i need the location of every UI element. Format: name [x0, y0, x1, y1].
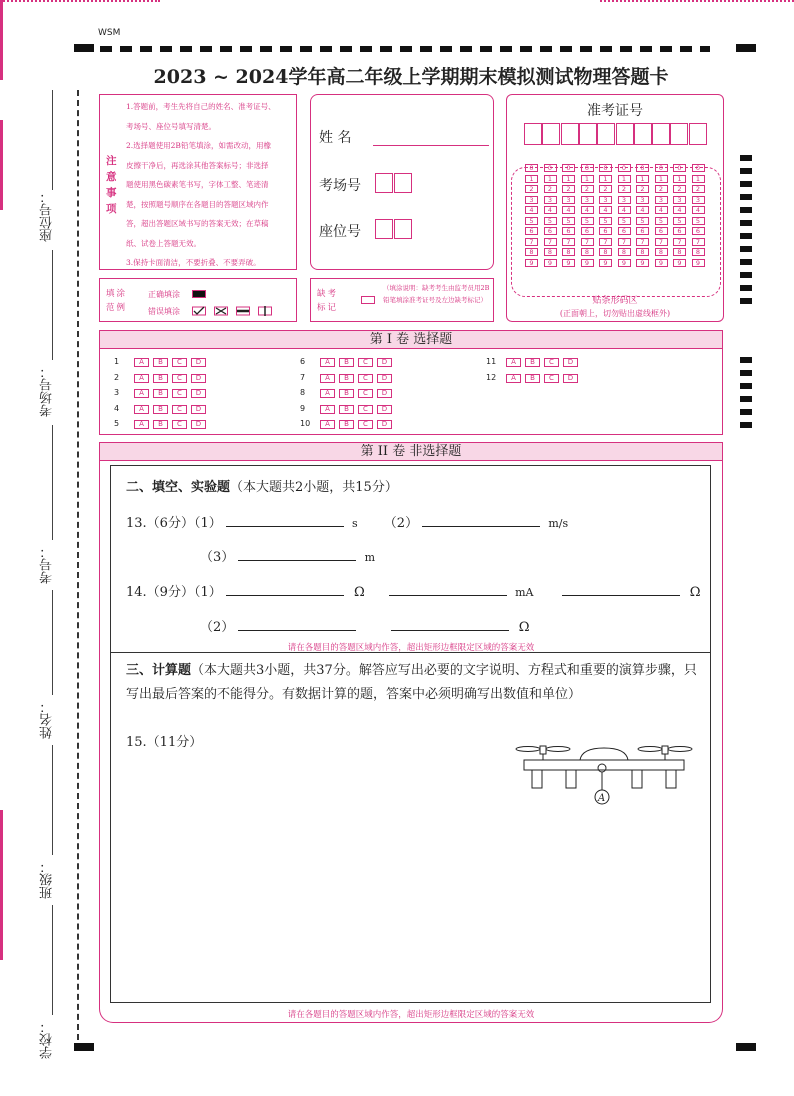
- admission-bubble[interactable]: 9: [599, 259, 612, 267]
- mc-question-number: 3: [114, 388, 120, 397]
- mc-option-bubble[interactable]: B: [339, 389, 354, 398]
- admission-bubble[interactable]: 3: [581, 196, 594, 204]
- admission-bubble[interactable]: 2: [581, 185, 594, 193]
- sidebar-room-label: 考场号：: [40, 365, 55, 417]
- admission-bubble[interactable]: 2: [692, 185, 705, 193]
- mc-question-number: 7: [300, 372, 306, 382]
- mc-option-bubble[interactable]: C: [172, 358, 187, 367]
- mc-option-bubble[interactable]: A: [320, 374, 335, 383]
- fill-example-box: [99, 278, 297, 322]
- diagram-label: A: [598, 793, 606, 804]
- admission-bubble[interactable]: 6: [636, 227, 649, 235]
- top-right-dots: [600, 0, 794, 2]
- q13-part2-label: （2）: [383, 516, 419, 531]
- admission-bubble-grid[interactable]: [525, 155, 710, 267]
- mc-option-bubble[interactable]: A: [320, 405, 335, 414]
- admission-bubble[interactable]: 8: [544, 248, 557, 256]
- admission-bubble[interactable]: 3: [562, 196, 575, 204]
- admission-digit-box[interactable]: [561, 123, 579, 145]
- room-label: 考场号: [319, 178, 361, 194]
- q14-blank-3[interactable]: [562, 582, 680, 596]
- notice-line: 2.选择题使用2B铅笔填涂，如需改动，用橡: [126, 141, 271, 150]
- sidebar-seat-label: 座位号：: [40, 190, 55, 242]
- barcode-label: 贴条形码区: [592, 296, 638, 306]
- admission-bubble[interactable]: 5: [562, 217, 575, 225]
- q13-unit-3: m: [364, 551, 375, 564]
- admission-bubble[interactable]: 4: [692, 206, 705, 214]
- wrong-fill-label: 错误填涂: [148, 307, 180, 316]
- admission-bubble[interactable]: 8: [692, 248, 705, 256]
- q13-row1: [126, 512, 568, 531]
- mc-option-bubble[interactable]: B: [525, 358, 540, 367]
- seat-label: 座位号: [319, 224, 361, 240]
- q13-blank-1[interactable]: [226, 513, 344, 527]
- admission-bubble[interactable]: 5: [618, 217, 631, 225]
- sidebar-rule: [52, 425, 53, 540]
- admission-bubble[interactable]: 7: [544, 238, 557, 246]
- mc-question-row: [486, 373, 582, 383]
- admission-digit-box[interactable]: [652, 123, 670, 145]
- corner-mark-tl: [74, 44, 94, 52]
- admission-digit-box[interactable]: [634, 123, 652, 145]
- mc-question-number: 9: [300, 403, 306, 413]
- student-info-box: [310, 94, 494, 270]
- binding-line: [77, 90, 79, 1040]
- admission-bubble[interactable]: 6: [655, 227, 668, 235]
- mc-option-bubble[interactable]: A: [506, 374, 521, 383]
- sidebar-rule: [52, 90, 53, 190]
- sidebar-rule: [52, 745, 53, 855]
- section1-header: 第 I 卷 选择题: [99, 330, 723, 349]
- mc-option-bubble[interactable]: A: [134, 420, 149, 429]
- mc-option-bubble[interactable]: B: [339, 420, 354, 429]
- admission-bubble[interactable]: 6: [562, 227, 575, 235]
- mc-question-row: [114, 357, 210, 367]
- part2-instructions: （本大题共3小题，共37分。解答应写出必要的文字说明、方程式和重要的演算步骤，只写出最后答案的不能得分。有数据计算的题，答案中必须明确写出数值和单位）: [126, 663, 697, 702]
- mc-option-bubble[interactable]: C: [358, 389, 373, 398]
- admission-bubble[interactable]: 0: [636, 164, 649, 172]
- mc-question-row: [300, 373, 396, 383]
- admission-bubble[interactable]: 3: [599, 196, 612, 204]
- mc-option-bubble[interactable]: B: [153, 389, 168, 398]
- admission-bubble[interactable]: 0: [544, 164, 557, 172]
- admission-bubble[interactable]: 1: [692, 175, 705, 183]
- admission-bubble[interactable]: 3: [636, 196, 649, 204]
- answer-area-warning-bottom: 请在各题目的答题区域内作答，超出矩形边框限定区域的答案无效: [287, 1010, 535, 1020]
- admission-bubble[interactable]: 5: [581, 217, 594, 225]
- sheet-code: WSM: [98, 28, 121, 38]
- admission-bubble[interactable]: 7: [562, 238, 575, 246]
- mc-option-bubble[interactable]: D: [563, 374, 578, 383]
- admission-bubble[interactable]: 0: [581, 164, 594, 172]
- sidebar-rule: [52, 250, 53, 360]
- q14-blank-2[interactable]: [389, 582, 507, 596]
- admission-bubble[interactable]: 7: [692, 238, 705, 246]
- mc-question-number: 12: [486, 372, 497, 382]
- admission-bubble[interactable]: 8: [599, 248, 612, 256]
- admission-bubble[interactable]: 6: [525, 227, 538, 235]
- mc-option-bubble[interactable]: A: [134, 374, 149, 383]
- admission-bubble[interactable]: 4: [544, 206, 557, 214]
- admission-bubble[interactable]: 8: [673, 248, 686, 256]
- admission-bubble[interactable]: 1: [599, 175, 612, 183]
- admission-bubble[interactable]: 4: [562, 206, 575, 214]
- admission-bubble[interactable]: 7: [599, 238, 612, 246]
- mc-option-bubble[interactable]: B: [153, 358, 168, 367]
- admission-digit-row: [525, 229, 710, 246]
- mc-option-bubble[interactable]: A: [506, 358, 521, 367]
- mc-question-row: [300, 404, 396, 414]
- mc-option-bubble[interactable]: D: [191, 420, 206, 429]
- part2-heading: [126, 659, 701, 707]
- admission-digit-box[interactable]: [597, 123, 615, 145]
- admission-bubble[interactable]: 2: [525, 185, 538, 193]
- notice-line: 考场号、座位号填写清楚。: [126, 121, 216, 131]
- corner-mark-bl: [74, 1043, 94, 1051]
- fill-example-heading: 填涂范例: [106, 289, 128, 313]
- admission-bubble[interactable]: 8: [655, 248, 668, 256]
- admission-bubble[interactable]: 3: [544, 196, 557, 204]
- mc-option-bubble[interactable]: D: [191, 374, 206, 383]
- q14-unit-1: Ω: [354, 585, 365, 600]
- admission-digit-row: [525, 218, 710, 235]
- mc-option-bubble[interactable]: B: [153, 405, 168, 414]
- admission-bubble[interactable]: 0: [655, 164, 668, 172]
- sidebar-name-label: 姓名：: [40, 700, 55, 739]
- admission-digit-row: [525, 176, 710, 193]
- admission-bubble[interactable]: 7: [618, 238, 631, 246]
- mc-question-row: [114, 404, 210, 414]
- admission-bubble[interactable]: 3: [525, 196, 538, 204]
- sidebar-id-label: 考号：: [40, 545, 55, 584]
- notice-line: 3.保持卡面清洁，不要折叠、不要弄破。: [126, 258, 261, 267]
- part1-title: 二、填空、实验题: [126, 480, 231, 495]
- left-edge-mark-3: [0, 810, 3, 960]
- mc-option-bubble[interactable]: D: [191, 389, 206, 398]
- admission-bubble[interactable]: 7: [581, 238, 594, 246]
- correct-fill-label: 正确填涂: [148, 290, 180, 299]
- q13-blank-2[interactable]: [422, 513, 540, 527]
- mc-option-bubble[interactable]: D: [563, 358, 578, 367]
- notice-box: [99, 94, 297, 270]
- admission-bubble[interactable]: 8: [525, 248, 538, 256]
- mc-option-bubble[interactable]: B: [339, 374, 354, 383]
- notice-line: 题使用黑色碳素笔书写，字体工整、笔迹清: [126, 180, 269, 189]
- mc-option-bubble[interactable]: C: [172, 420, 187, 429]
- mc-question-number: 11: [486, 357, 497, 366]
- admission-bubble[interactable]: 9: [655, 259, 668, 267]
- mc-question-row: [486, 357, 582, 367]
- admission-bubble[interactable]: 0: [692, 164, 705, 172]
- admission-bubble[interactable]: 5: [599, 217, 612, 225]
- mc-question-number: 5: [114, 419, 120, 428]
- admission-bubble[interactable]: 7: [636, 238, 649, 246]
- absent-heading: 缺考标记: [317, 289, 339, 313]
- mc-option-bubble[interactable]: A: [320, 358, 335, 367]
- mc-question-number: 8: [300, 388, 306, 397]
- mc-option-bubble[interactable]: C: [358, 374, 373, 383]
- admission-bubble[interactable]: 0: [618, 164, 631, 172]
- admission-bubble[interactable]: 1: [618, 175, 631, 183]
- mc-option-bubble[interactable]: B: [339, 405, 354, 414]
- notice-line: 纸、试卷上答题无效。: [126, 238, 201, 248]
- mc-option-bubble[interactable]: A: [134, 405, 149, 414]
- admission-bubble[interactable]: 9: [581, 259, 594, 267]
- admission-title: 准考证号: [587, 103, 643, 119]
- name-field[interactable]: [373, 145, 489, 146]
- room-box-1[interactable]: [375, 173, 393, 193]
- q14-unit-4: Ω: [518, 620, 530, 635]
- admission-bubble[interactable]: 1: [655, 175, 668, 183]
- notice-line: 1.答题前，考生先将自己的姓名、准考证号、: [126, 102, 276, 111]
- drone-diagram: [506, 740, 702, 808]
- admission-bubble[interactable]: 7: [655, 238, 668, 246]
- admission-bubble[interactable]: 1: [544, 175, 557, 183]
- admission-bubble[interactable]: 9: [673, 259, 686, 267]
- mc-option-bubble[interactable]: B: [153, 374, 168, 383]
- mc-option-bubble[interactable]: C: [358, 420, 373, 429]
- q14-row2: [200, 616, 529, 635]
- admission-digit-row: [525, 166, 710, 183]
- absent-box: [310, 278, 494, 322]
- notice-heading: 注意事项: [106, 155, 117, 215]
- admission-bubble[interactable]: 6: [544, 227, 557, 235]
- notice-text: [126, 97, 296, 273]
- admission-bubble[interactable]: 3: [673, 196, 686, 204]
- mc-option-bubble[interactable]: C: [358, 405, 373, 414]
- admission-digit-box[interactable]: [524, 123, 542, 145]
- mc-option-bubble[interactable]: B: [153, 420, 168, 429]
- admission-bubble[interactable]: 0: [525, 164, 538, 172]
- sidebar-class-label: 班级：: [40, 860, 55, 899]
- admission-bubble[interactable]: 1: [636, 175, 649, 183]
- admission-bubble[interactable]: 8: [636, 248, 649, 256]
- mc-option-bubble[interactable]: C: [544, 358, 559, 367]
- q15-label: 15.（11分）: [126, 735, 203, 750]
- admission-bubble[interactable]: 9: [544, 259, 557, 267]
- mc-option-bubble[interactable]: C: [172, 389, 187, 398]
- mc-question-number: 10: [300, 419, 311, 428]
- admission-bubble[interactable]: 5: [544, 217, 557, 225]
- admission-bubble[interactable]: 7: [525, 238, 538, 246]
- mc-option-bubble[interactable]: C: [172, 405, 187, 414]
- mc-option-bubble[interactable]: C: [544, 374, 559, 383]
- q13-row2: [200, 546, 375, 565]
- top-left-dots: [0, 0, 160, 2]
- answer-area-warning: 请在各题目的答题区域内作答，超出矩形边框限定区域的答案无效: [287, 643, 535, 653]
- admission-bubble[interactable]: 1: [525, 175, 538, 183]
- admission-digit-row: [525, 155, 710, 172]
- admission-bubble[interactable]: 9: [562, 259, 575, 267]
- seat-box-2[interactable]: [394, 219, 412, 239]
- q13-blank-3[interactable]: [238, 547, 356, 561]
- admission-bubble[interactable]: 1: [673, 175, 686, 183]
- admission-bubble[interactable]: 5: [636, 217, 649, 225]
- admission-digit-row: [525, 239, 710, 256]
- admission-bubble[interactable]: 9: [692, 259, 705, 267]
- admission-bubble[interactable]: 6: [581, 227, 594, 235]
- mc-question-row: [300, 419, 396, 429]
- mc-question-number: 4: [114, 403, 120, 413]
- notice-line: 皮擦干净后，再选涂其他答案标号；非选择: [126, 160, 269, 170]
- room-box-2[interactable]: [394, 173, 412, 193]
- admission-bubble[interactable]: 3: [618, 196, 631, 204]
- admission-digit-row: [525, 208, 710, 225]
- admission-bubble[interactable]: 4: [636, 206, 649, 214]
- mc-option-bubble[interactable]: D: [377, 389, 392, 398]
- sidebar-school-label: 学校：: [40, 1020, 55, 1059]
- q13-part3-label: （3）: [200, 550, 235, 565]
- admission-bubble[interactable]: 7: [673, 238, 686, 246]
- mc-option-bubble[interactable]: A: [134, 358, 149, 367]
- admission-bubble[interactable]: 5: [525, 217, 538, 225]
- admission-bubble[interactable]: 3: [692, 196, 705, 204]
- admission-bubble[interactable]: 1: [562, 175, 575, 183]
- admission-bubble[interactable]: 8: [562, 248, 575, 256]
- mc-option-bubble[interactable]: A: [320, 420, 335, 429]
- mc-option-bubble[interactable]: D: [377, 420, 392, 429]
- q14-unit-2: mA: [515, 586, 534, 599]
- admission-bubble[interactable]: 2: [544, 185, 557, 193]
- q14-part2-label: （2）: [200, 620, 235, 635]
- mc-option-bubble[interactable]: C: [172, 374, 187, 383]
- corner-mark-tr: [736, 44, 756, 52]
- admission-bubble[interactable]: 5: [692, 217, 705, 225]
- notice-line: 楚，按照题号顺序在各题目的答题区域内作: [126, 199, 269, 209]
- admission-digit-row: [525, 197, 710, 214]
- top-timing-row: [100, 46, 710, 52]
- admission-digit-row: [525, 187, 710, 204]
- admission-bubble[interactable]: 9: [525, 259, 538, 267]
- admission-bubble[interactable]: 4: [581, 206, 594, 214]
- q14-row1: [126, 581, 701, 600]
- sidebar-rule: [52, 905, 53, 1015]
- admission-bubble[interactable]: 8: [618, 248, 631, 256]
- admission-bubble[interactable]: 2: [655, 185, 668, 193]
- admission-bubble[interactable]: 8: [581, 248, 594, 256]
- mc-option-bubble[interactable]: A: [134, 389, 149, 398]
- absent-note: （填涂说明：缺考考生由监考员用2B铅笔填涂准考证号及左边缺考标记）: [383, 284, 490, 304]
- mc-question-row: [300, 357, 396, 367]
- admission-bubble[interactable]: 6: [692, 227, 705, 235]
- admission-bubble[interactable]: 4: [599, 206, 612, 214]
- admission-bubble[interactable]: 4: [525, 206, 538, 214]
- admission-bubble[interactable]: 4: [618, 206, 631, 214]
- barcode-note: (正面朝上，切勿贴出虚线框外): [559, 309, 671, 318]
- admission-bubble[interactable]: 4: [655, 206, 668, 214]
- corner-mark-br: [736, 1043, 756, 1051]
- q13-unit-2: m/s: [548, 517, 569, 530]
- admission-bubble[interactable]: 0: [599, 164, 612, 172]
- mc-option-bubble[interactable]: B: [339, 358, 354, 367]
- admission-bubble[interactable]: 1: [581, 175, 594, 183]
- mc-question-row: [114, 373, 210, 383]
- admission-digit-box[interactable]: [542, 123, 560, 145]
- admission-digit-box[interactable]: [689, 123, 707, 145]
- admission-bubble[interactable]: 3: [655, 196, 668, 204]
- sidebar-rule: [52, 590, 53, 695]
- q14-unit-3: Ω: [689, 585, 701, 600]
- q14-label: 14.（9分）（1）: [126, 585, 222, 600]
- q14-blank-1[interactable]: [226, 582, 344, 596]
- mc-question-number: 2: [114, 372, 120, 382]
- correct-fill-sample: [192, 290, 206, 298]
- admission-bubble[interactable]: 2: [562, 185, 575, 193]
- seat-box-1[interactable]: [375, 219, 393, 239]
- mc-question-number: 1: [114, 357, 120, 366]
- part1-heading: [126, 476, 398, 495]
- admission-bubble[interactable]: 6: [599, 227, 612, 235]
- admission-bubble[interactable]: 9: [618, 259, 631, 267]
- admission-bubble[interactable]: 4: [673, 206, 686, 214]
- admission-bubble[interactable]: 6: [618, 227, 631, 235]
- mc-option-bubble[interactable]: A: [320, 389, 335, 398]
- admission-digit-box[interactable]: [616, 123, 634, 145]
- admission-bubble[interactable]: 2: [636, 185, 649, 193]
- part2-title: 三、计算题: [126, 663, 192, 678]
- admission-bubble[interactable]: 0: [562, 164, 575, 172]
- mc-option-bubble[interactable]: B: [525, 374, 540, 383]
- wrong-fill-samples: [192, 306, 274, 317]
- left-edge-mark: [0, 0, 3, 80]
- admission-bubble[interactable]: 5: [673, 217, 686, 225]
- section2-header: 第 II 卷 非选择题: [99, 442, 723, 461]
- admission-digit-box[interactable]: [579, 123, 597, 145]
- admission-bubble[interactable]: 2: [673, 185, 686, 193]
- q14-blank-4[interactable]: [238, 617, 356, 631]
- q13-unit-1: s: [352, 517, 358, 530]
- admission-digit-box[interactable]: [670, 123, 688, 145]
- mc-option-bubble[interactable]: D: [377, 374, 392, 383]
- admission-digit-row: [525, 250, 710, 267]
- mc-question-number: 6: [300, 357, 306, 366]
- q13-label: 13.（6分）（1）: [126, 516, 222, 531]
- absent-mark-bubble[interactable]: [361, 296, 375, 304]
- mc-question-row: [300, 388, 396, 398]
- mc-option-bubble[interactable]: D: [377, 358, 392, 367]
- q14-blank-5[interactable]: [391, 617, 509, 631]
- left-edge-mark-2: [0, 120, 3, 210]
- notice-line: 答，超出答题区域书写的答案无效；在草稿: [126, 219, 269, 228]
- mc-option-bubble[interactable]: C: [358, 358, 373, 367]
- part1-note: （本大题共2小题，共15分）: [230, 480, 398, 495]
- mc-question-row: [114, 388, 210, 398]
- page-title: 2023 ~ 2024学年高二年级上学期期末模拟测试物理答题卡: [153, 66, 669, 88]
- name-label: 姓 名: [319, 130, 352, 146]
- mc-option-bubble[interactable]: D: [191, 358, 206, 367]
- admission-bubble[interactable]: 0: [673, 164, 686, 172]
- admission-bubble[interactable]: 2: [618, 185, 631, 193]
- mc-option-bubble[interactable]: D: [191, 405, 206, 414]
- admission-bubble[interactable]: 9: [636, 259, 649, 267]
- admission-bubble[interactable]: 2: [599, 185, 612, 193]
- mc-question-row: [114, 419, 210, 429]
- admission-bubble[interactable]: 5: [655, 217, 668, 225]
- mc-option-bubble[interactable]: D: [377, 405, 392, 414]
- admission-box: [506, 94, 724, 322]
- admission-bubble[interactable]: 6: [673, 227, 686, 235]
